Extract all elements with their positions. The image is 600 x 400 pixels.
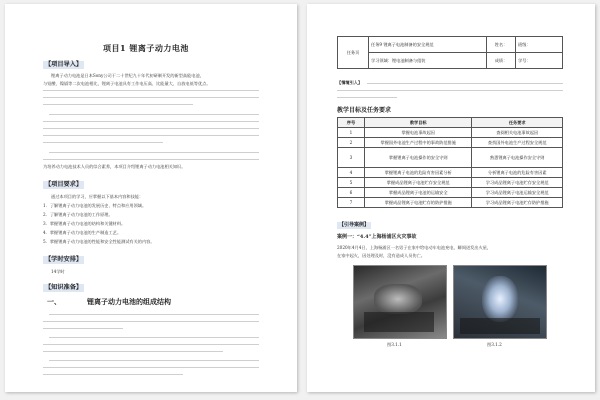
goals-cell: 掌握成品锂离子电池贮存的防护措施 — [365, 198, 472, 208]
requirements-intro: 通过本项目的学习，应掌握以下基本内容和技能： — [51, 194, 144, 199]
goals-cell: 3 — [338, 148, 365, 168]
goals-col-header: 任务要求 — [472, 118, 563, 128]
text-line — [337, 97, 397, 98]
text-line — [43, 328, 123, 329]
figure-caption-2: 图3.1.2 — [487, 342, 502, 347]
goals-cell: 学习成品锂离子电池运输安全规范 — [472, 188, 563, 198]
goals-table — [337, 117, 563, 208]
text-line — [337, 90, 563, 91]
goals-cell: 分析锂离子电池的危险有害因素 — [472, 168, 563, 178]
goals-row — [338, 178, 563, 188]
goals-cell: 7 — [338, 198, 365, 208]
text-line — [43, 142, 163, 143]
section-header-intro: 【项目导入】 — [45, 61, 83, 68]
text-line — [49, 114, 259, 115]
goals-row — [338, 188, 563, 198]
text-line — [49, 360, 259, 361]
goals-col-header: 教学目标 — [365, 118, 472, 128]
document-page-2 — [307, 4, 595, 392]
student-id-label-cell: 学号： — [516, 53, 563, 69]
text-line — [43, 135, 259, 136]
text-line — [43, 90, 259, 91]
scenario-header: 【情境引入】 — [337, 80, 363, 85]
goals-cell: 1 — [338, 128, 365, 138]
text-line — [43, 159, 259, 160]
task-info-table — [337, 36, 563, 69]
goals-row — [338, 128, 563, 138]
goals-cell: 掌握国外电池生产过程中的事故防范措施 — [365, 138, 472, 148]
section-header-hours: 【学时安排】 — [45, 256, 83, 263]
case-header: 【引导案例】 — [339, 222, 370, 228]
requirement-item: 4．掌握锂离子动力电池的生产制造工艺。 — [43, 230, 122, 235]
goals-cell: 掌握电池事故起因 — [365, 128, 472, 138]
score-label-cell: 成绩： — [487, 53, 516, 69]
goals-row — [338, 168, 563, 178]
page-title: 项目1 锂离子动力电池 — [103, 43, 189, 53]
intro-paragraph-line: 锂离子动力电池是日本Sony公司于二十世纪九十年代初研制开发的新型高能电池， — [51, 73, 204, 78]
goals-row — [338, 148, 563, 168]
case-text-line: 2020年4月4日，上海杨浦区一名男子在家中给电动车电池充电，瞬间迸发出火星， — [337, 245, 492, 250]
figure-caption-1: 图3.1.1 — [387, 342, 402, 347]
goals-cell: 掌握锂离子电池操作的安全守则 — [365, 148, 472, 168]
text-line — [43, 344, 259, 345]
hours-value: 14学时 — [51, 269, 65, 274]
goals-col-header: 序号 — [338, 118, 365, 128]
case-title: 案例一：“4.4”上海杨浦区火灾事故 — [337, 234, 417, 240]
text-line — [43, 321, 259, 322]
goals-cell: 查阅相关电池事故起因 — [472, 128, 563, 138]
goals-cell: 学习成品锂离子电池贮存安全规范 — [472, 178, 563, 188]
goals-cell: 掌握成品锂离子电池贮存安全规范 — [365, 178, 472, 188]
goals-cell: 熟悉锂离子电池操作安全守则 — [472, 148, 563, 168]
learning-area-cell: 学习领域：锂电池制备与组装 — [369, 53, 487, 69]
intro-paragraph-line: 与铅酸、镍镉等二次电池相比，锂离子电池具有工作电压高、比能量大、自放电低等优点。 — [43, 81, 211, 86]
goals-cell: 学习成品锂离子电池贮存防护措施 — [472, 198, 563, 208]
goals-cell: 查找国外电池生产过程安全规范 — [472, 138, 563, 148]
section-number: 一、 — [47, 297, 61, 306]
text-line — [43, 351, 223, 352]
case-text-line: 在家中起火，因处理及时，没有造成人员伤亡。 — [337, 253, 425, 258]
text-line — [43, 374, 183, 375]
goals-header: 教学目标及任务要求 — [337, 107, 392, 114]
goals-row — [338, 138, 563, 148]
goals-cell: 6 — [338, 188, 365, 198]
goals-cell: 4 — [338, 168, 365, 178]
intro-paragraph-line: 为培养动力电池技术人员的综合素养，本项目介绍锂离子动力电池相关知识。 — [43, 164, 186, 169]
fire-scene-photo-2 — [453, 265, 547, 339]
goals-cell: 2 — [338, 138, 365, 148]
task-name-cell: 任务9 锂离子电池制备的安全规范 — [369, 37, 487, 53]
text-line — [43, 97, 259, 98]
text-line — [43, 367, 259, 368]
goals-cell: 5 — [338, 178, 365, 188]
section-header-knowledge: 【知识准备】 — [45, 284, 83, 291]
text-line — [49, 337, 259, 338]
goals-cell: 掌握锂离子电池的危险有害因素分析 — [365, 168, 472, 178]
text-line — [43, 128, 259, 129]
goals-cell: 掌握成品锂离子电池的运输安全 — [365, 188, 472, 198]
goals-row — [338, 198, 563, 208]
text-line — [367, 83, 563, 84]
task-page-label: 任务页 — [338, 37, 369, 69]
requirement-item: 1．了解锂离子动力电池的发展历史、特点和应用领域。 — [43, 203, 147, 208]
name-label-cell: 姓名： — [487, 37, 516, 53]
section-header-requirements: 【项目要求】 — [45, 181, 83, 188]
text-line — [43, 104, 193, 105]
requirement-item: 3．掌握锂离子动力电池的结构和关键材料。 — [43, 221, 126, 226]
text-line — [49, 152, 259, 153]
section-title: 锂离子动力电池的组成结构 — [87, 297, 171, 306]
requirement-item: 2．了解锂离子动力电池的工作原理。 — [43, 212, 113, 217]
requirement-item: 5．掌握锂离子动力电池的性能和安全性能测试有关的内容。 — [43, 239, 155, 244]
text-line — [49, 314, 259, 315]
document-page-1 — [5, 4, 297, 392]
class-label-cell: 班级： — [516, 37, 563, 53]
fire-scene-photo-1 — [353, 265, 447, 339]
text-line — [43, 121, 259, 122]
